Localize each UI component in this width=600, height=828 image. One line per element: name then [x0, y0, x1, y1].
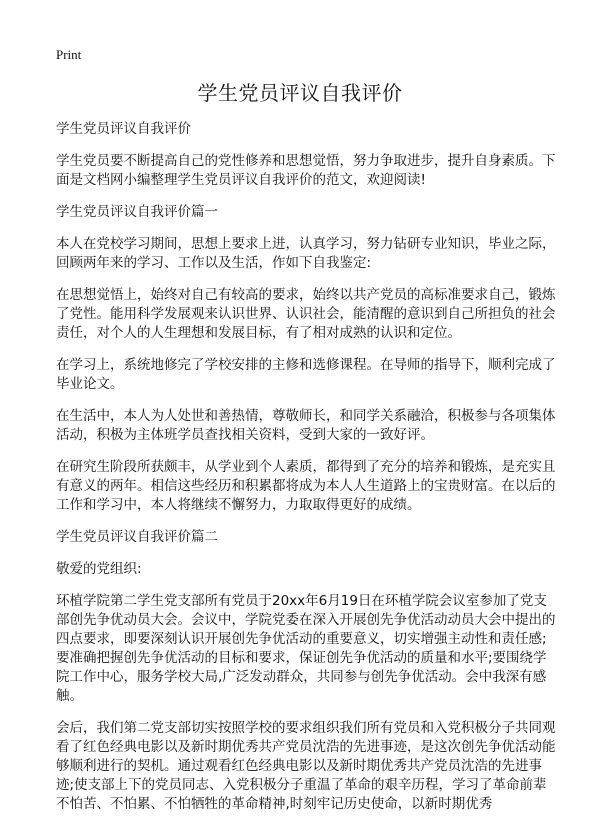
salutation: 敬爱的党组织: [56, 561, 142, 577]
body-paragraph: 会后，我们第二党支部切实按照学校的要求组织我们所有党员和入党积极分子共同观看了红色经典电影以及新时期优秀共产党员沈浩的先进事迹，是这次创先争优活动能够顺利进行的契机。通过观看红色经典电影以及新时期优秀共产党员沈浩的先进事迹;使支部上下的党员同志、入党积极分子重温了革命的艰辛历程，学习了革命前辈不怕苦、不怕累、不怕牺牲的革命精神,时刻牢记历史使命，以新时期优秀 [56, 720, 556, 812]
print-link[interactable]: Print [56, 47, 82, 62]
document-body [56, 120, 556, 827]
body-paragraph: 在学习上，系统地修完了学校安排的主修和选修课程。在导师的指导下，顺利完成了毕业论文。 [56, 357, 556, 392]
body-paragraph: 本人在党校学习期间，思想上要求上进，认真学习，努力钻研专业知识，毕业之际，回顾两年来的学习、工作以及生活，作如下自我鉴定: [56, 236, 556, 271]
body-paragraph: 环植学院第二学生党支部所有党员于20xx年6月19日在环植学院会议室参加了党支部创先争优动员大会。会议中，学院党委在深入开展创先争优活动动员大会中提出的四点要求，即要深刻认识开展创先争优活动的重要意义，切实增强主动性和责任感;要准确把握创先争优活动的目标和要求，保证创先争优活动的质量和水平;要围绕学院工作中心，服务学校大局,广泛发动群众，共同参与创先争优活动。会中我深有感触。 [56, 593, 556, 704]
subtitle-paragraph: 学生党员评议自我评价 [56, 121, 191, 137]
page-title: 学生党员评议自我评价 [197, 81, 403, 105]
body-paragraph: 在研究生阶段所获颇丰，从学业到个人素质，都得到了充分的培养和锻炼，是充实且有意义的两年。相信这些经历和积累都将成为本人人生道路上的宝贵财富。在以后的工作和学习中，本人将继续不懈努力，力取取得更好的成绩。 [56, 459, 556, 513]
body-paragraph: 在思想觉悟上，始终对自己有较高的要求，始终以共产党员的高标准要求自己，锻炼了党性。能用科学发展观来认识世界、认识社会，能清醒的意识到自己所担负的社会责任，对个人的人生理想和发展目标，有了相对成熟的认识和定位。 [56, 287, 556, 341]
section-heading-1: 学生党员评议自我评价篇一 [56, 204, 218, 220]
body-paragraph: 在生活中，本人为人处世和善热情，尊敬师长，和同学关系融洽，积极参与各项集体活动，积极为主体班学员查找相关资料，受到大家的一致好评。 [56, 408, 556, 443]
intro-paragraph: 学生党员要不断提高自己的党性修养和思想觉悟，努力争取进步，提升自身素质。下面是文档网小编整理学生党员评议自我评价的范文，欢迎阅读! [56, 153, 556, 188]
section-heading-2: 学生党员评议自我评价篇二 [56, 529, 218, 545]
